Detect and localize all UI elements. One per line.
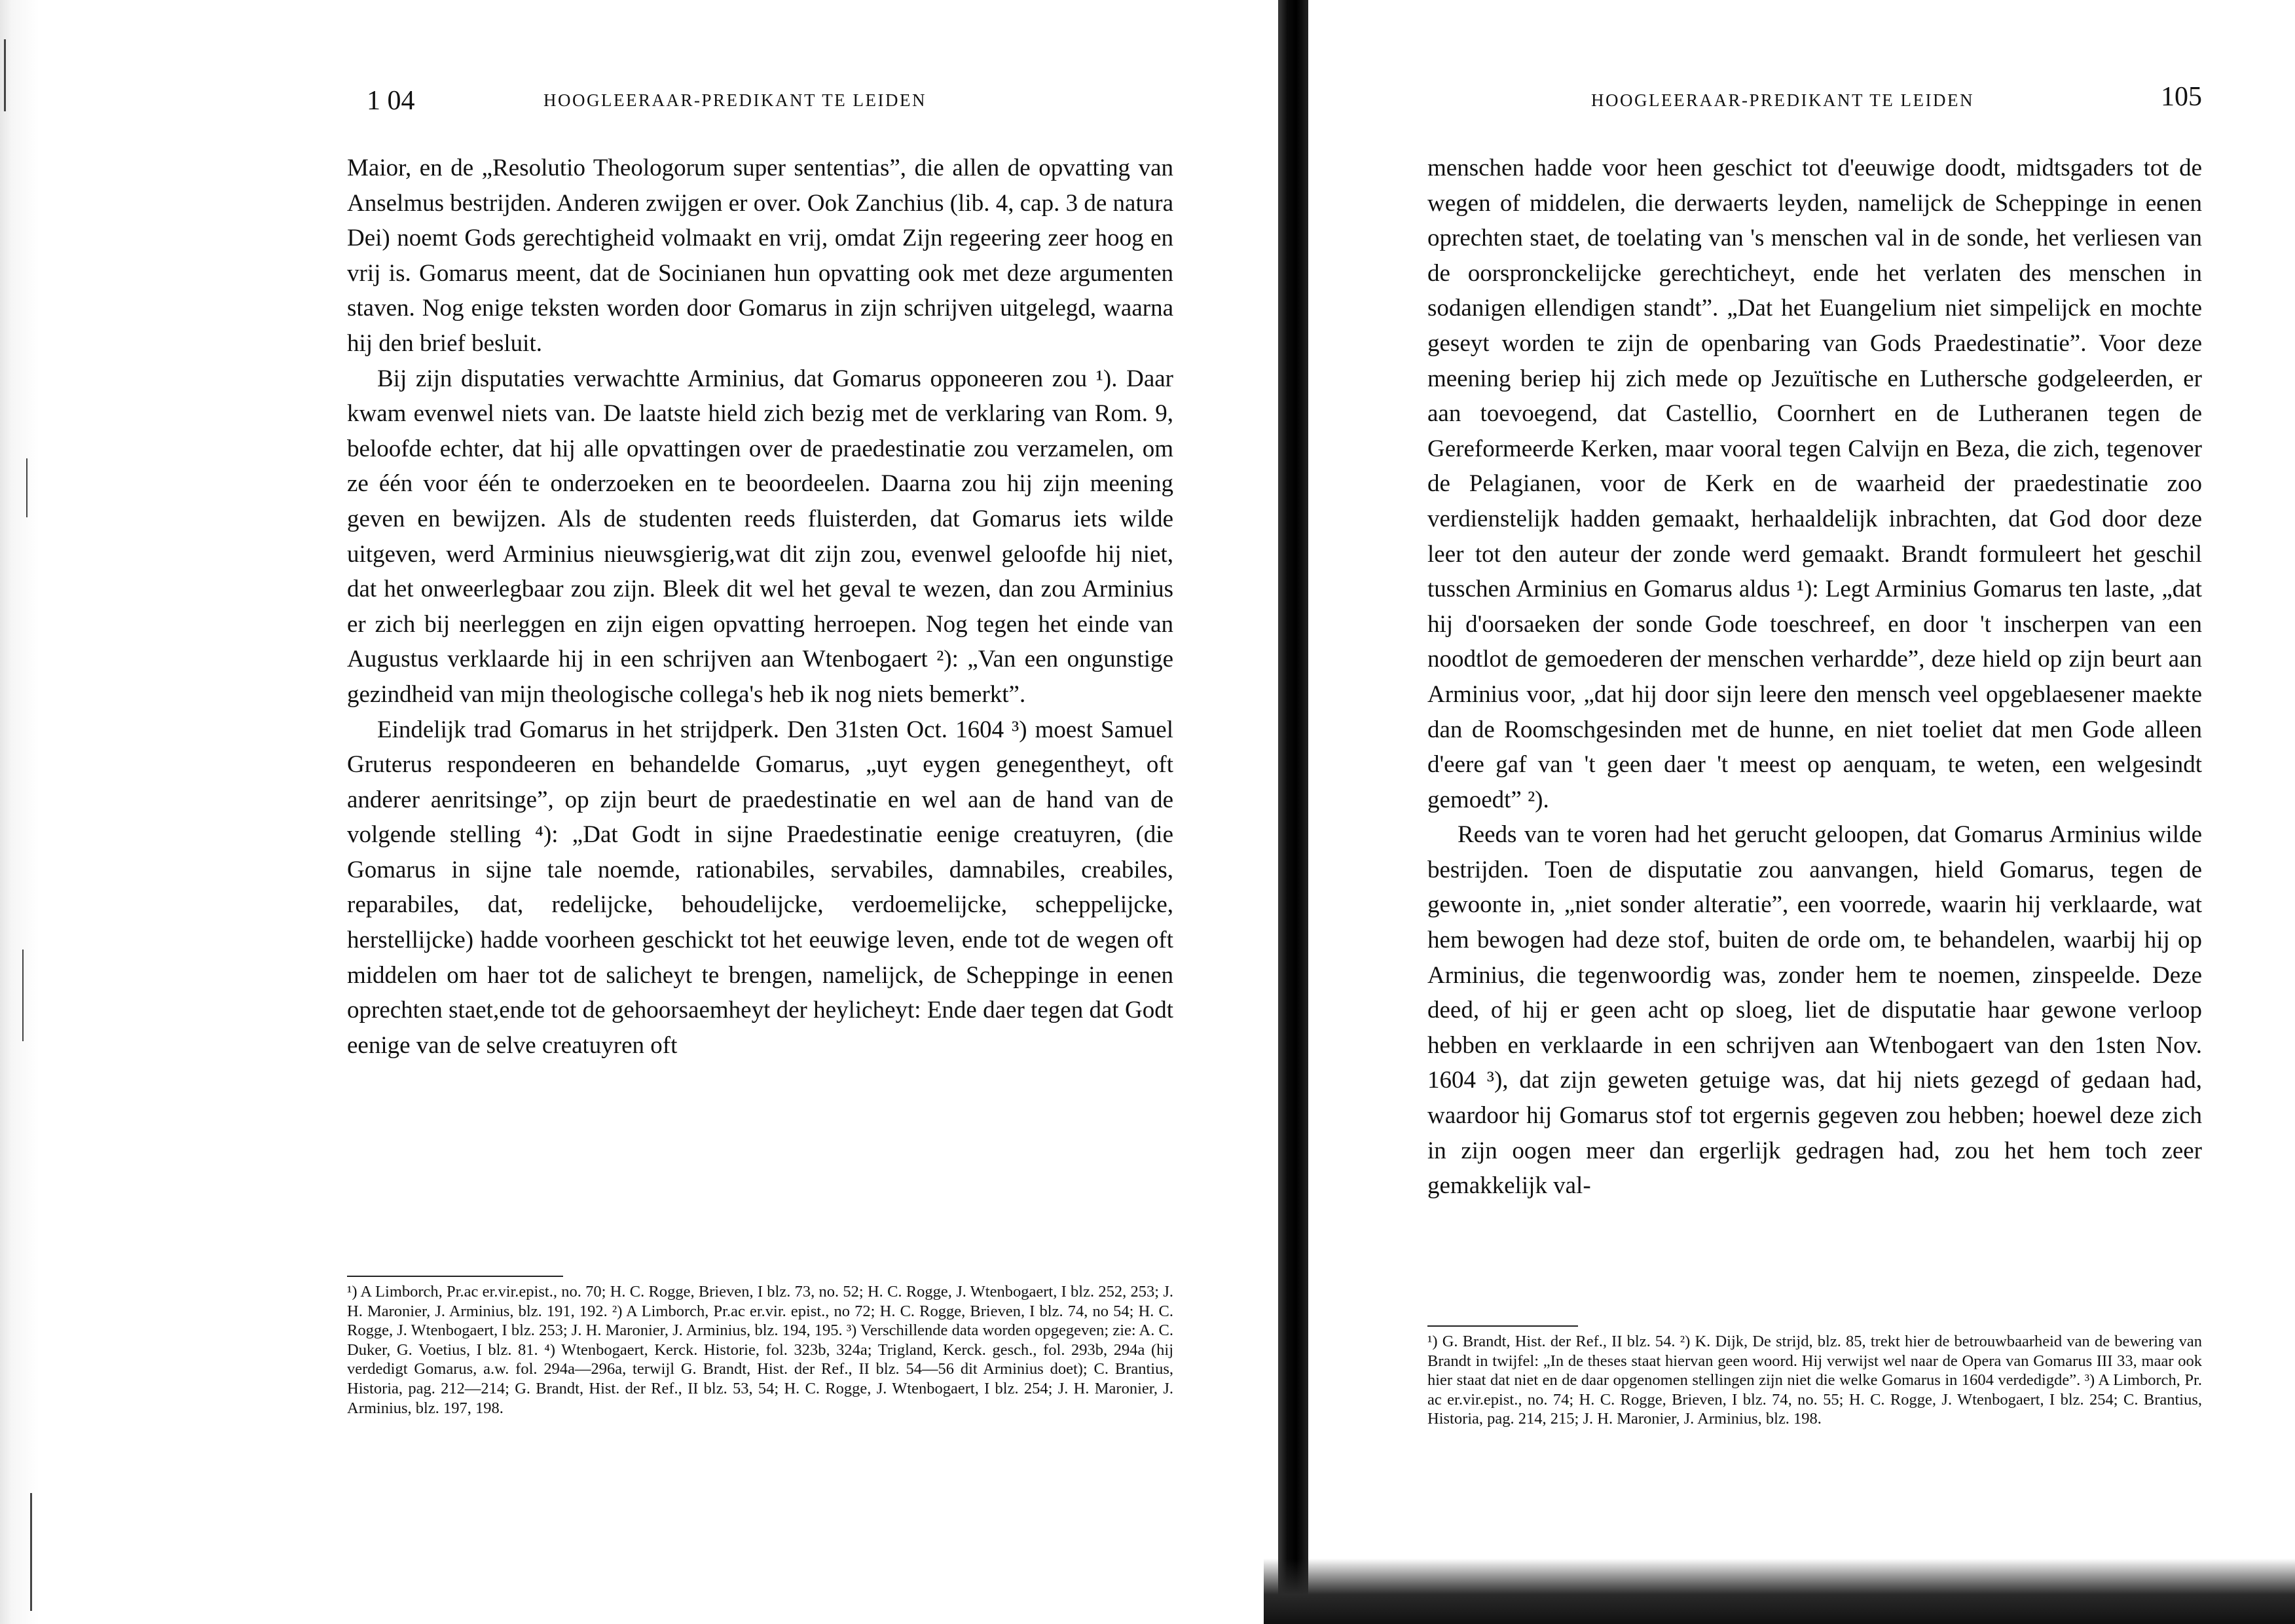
book-spine-shadow: [1278, 0, 1308, 1624]
left-paragraph-3: Eindelijk trad Gomarus in het strijdperk. Den 31sten Oct. 1604 ³) moest Samuel Gruterus respondeeren en behandelde Gomarus, „uyt eygen genegentheyt, oft anderer aenritsinge”, op zijn beurt de praedestinatie en wel aan de hand van de volgende stelling ⁴): „Dat Godt in sijne Praedestinatie eenige creatuyren, (die Gomarus in sijne tale noemde, rationabiles, servabiles, damnabiles, creabiles, reparabiles, dat, redelijcke, behoudelijcke, verdoemelijcke, scheppelijcke, herstellijcke) hadde voorheen geschickt tot het eeuwige leven, ende tot de wegen oft middelen om haer tot de salicheyt te brengen, namelijck, de Scheppinge in eenen oprechten staet,ende tot de gehoorsaemheyt der heylicheyt: Ende daer tegen dat Godt eenige van de selve creatuyren oft: [347, 716, 1173, 1059]
left-running-head: HOOGLEERAAR-PREDIKANT TE LEIDEN: [543, 90, 927, 110]
right-page-number: 105: [2161, 82, 2202, 112]
right-running-head: HOOGLEERAAR-PREDIKANT TE LEIDEN: [1591, 90, 1974, 110]
left-footnote-text: ¹) A Limborch, Pr.ac er.vir.epist., no. 70; H. C. Rogge, Brieven, I blz. 73, no. 52; H. C. Rogge, J. Wtenbogaert, I blz. 252, 253; J. H. Maronier, J. Arminius, blz. 191, 192. ²) A Limborch, Pr.ac er.vir. epist., no 72; H. C. Rogge, Brieven, I blz. 74, no 54; H. C. Rogge, J. Wtenbogaert, I blz. 253; J. H. Maronier, J. Arminius, blz. 194, 195. ³) Verschillende data worden opgegeven; zie: A. C. Duker, G. Voetius, I blz. 81. ⁴) Wtenbogaert, Kerck. Historie, fol. 323b, 324a; Trigland, Kerck. gesch., fol. 293b, 294a (hij verdedigt Gomarus, a.w. fol. 294a—296a, terwijl G. Brandt, Hist. der Ref., II blz. 54—56 dit Arminius doet); C. Brantius, Historia, pag. 212—214; G. Brandt, Hist. der Ref., II blz. 53, 54; H. C. Rogge, J. Wtenbogaert, I blz. 254; J. H. Maronier, J. Arminius, blz. 197, 198.: [347, 1283, 1173, 1417]
left-paragraph-2: Bij zijn disputaties verwachtte Arminius, dat Gomarus opponeeren zou ¹). Daar kwam evenwel niets van. De laatste hield zich bezig met de verklaring van Rom. 9, beloofde echter, dat hij alle opvattingen over de praedestinatie zou verzamelen, om ze één voor één te onderzoeken en te beoordeelen. Daarna zou hij zijn meening geven en bewijzen. Als de studenten reeds fluisterden, dat Gomarus iets wilde uitgeven, werd Arminius nieuwsgierig,wat dit zijn zou, evenwel geloofde hij niet, dat het onweerlegbaar zou zijn. Bleek dit wel het geval te wezen, dan zou Arminius er zich bij neerleggen en zijn eigen opvatting herroepen. Nog tegen het einde van Augustus verklaarde hij in een schrijven aan Wtenbogaert ²): „Van een ongunstige gezindheid van mijn theologische collega's heb ik nog niets bemerkt”.: [347, 365, 1173, 708]
left-footnote-rule: [347, 1276, 563, 1277]
right-footnote-text: ¹) G. Brandt, Hist. der Ref., II blz. 54. ²) K. Dijk, De strijd, blz. 85, trekt hier de betrouwbaarheid van de bewering van Brandt in twijfel: „In de theses staat hiervan geen woord. Hij verwijst wel naar de Opera van Gomarus III 33, maar ook hier staat dat niet en de daar opgenomen stellingen zijn niet die welke Gomarus in 1604 verdedigde”. ³) A Limborch, Pr. ac er.vir.epist., no. 74; H. C. Rogge, Brieven, I blz. 74, no. 55; H. C. Rogge, J. Wtenbogaert, I blz. 254; C. Brantius, Historia, pag. 214, 215; J. H. Maronier, J. Arminius, blz. 198.: [1427, 1333, 2202, 1428]
left-page-body: [347, 151, 1173, 1063]
right-footnotes: [1427, 1332, 2202, 1429]
scan-mark: [22, 950, 24, 1041]
left-footnotes: [347, 1282, 1173, 1418]
scan-bottom-shadow: [1264, 1559, 2295, 1624]
left-page: [347, 0, 1173, 1624]
right-footnote-rule: [1427, 1325, 1578, 1327]
left-paragraph-1: Maior, en de „Resolutio Theologorum super sententias”, die allen de opvatting van Anselmus bestrijden. Anderen zwijgen er over. Ook Zanchius (lib. 4, cap. 3 de natura Dei) noemt Gods gerechtigheid volmaakt en vrij, omdat Zijn regeering zeer hoog en vrij is. Gomarus meent, dat de Socinianen hun opvatting ook met deze argumenten staven. Nog enige teksten worden door Gomarus in zijn schrijven uitgelegd, waarna hij den brief besluit.: [347, 155, 1173, 357]
scan-left-edge: [0, 0, 39, 1624]
scan-mark: [30, 1493, 32, 1611]
left-page-header: [347, 85, 1173, 124]
right-page: [1427, 0, 2202, 1624]
right-paragraph-2: Reeds van te voren had het gerucht geloopen, dat Gomarus Arminius wilde bestrijden. Toen de disputatie zou aanvangen, hield Gomarus, tegen de gewoonte in, „niet sonder alteratie”, een voorrede, waarin hij verklaarde, wat hem bewogen had deze stof, buiten de orde om, te behandelen, waarbij hij op Arminius, die tegenwoordig was, zonder hem te noemen, zinspeelde. Deze deed, of hij er geen acht op sloeg, liet de disputatie haar gewone verloop hebben en verklaarde in een schrijven aan Wtenbogaert van den 1sten Nov. 1604 ³), dat zijn geweten getuige was, dat hij niets gezegd of gedaan had, waardoor hij Gomarus stof tot ergernis gegeven zou hebben; hoewel deze zich in zijn oogen meer dan ergerlijk gedragen had, zou het hem toch zeer gemakkelijk val-: [1427, 821, 2202, 1200]
right-paragraph-1: menschen hadde voor heen geschict tot d'eeuwige doodt, midtsgaders tot de wegen of middelen, die derwaerts leyden, namelijck de Scheppinge in eenen oprechten staet, de toelating van 's menschen val in de sonde, het verliesen van de oorspronckelijcke gerechticheyt, ende het verlaten des menschen in sodanigen ellendigen standt”. „Dat het Euangelium niet simpelijck en mochte geseyt worden te zijn de openbaring van Gods Praedestinatie”. Voor deze meening beriep hij zich mede op Jezuïtische en Luthersche godgeleerden, er aan toevoegend, dat Castellio, Coornhert en de Lutheranen tegen de Gereformeerde Kerken, maar vooral tegen Calvijn en Beza, die zich, tegenover de Pelagianen, voor de Kerk en de waarheid der praedestinatie zoo verdienstelijk hadden gemaakt, herhaaldelijk inbrachten, dat God door deze leer tot den auteur der zonde werd gemaakt. Brandt formuleert het geschil tusschen Arminius en Gomarus aldus ¹): Legt Arminius Gomarus ten laste, „dat hij d'oorsaeken der sonde Gode toeschreef, en door 't inscherpen van een noodtlot de gemoederen der menschen verhardde”, deze hield op zijn beurt aan Arminius voor, „dat hij door sijn leere den mensch veel opgeblaesener maekte dan de Roomschgesinden met de hunne, en niet toeliet dat men Gode alleen d'eere gaf van 't geen daer 't meest op aenquam, te weten, een welgesindt gemoedt” ²).: [1427, 155, 2202, 813]
scan-mark: [4, 39, 6, 111]
left-page-number: 1 04: [367, 86, 415, 116]
right-page-body: [1427, 151, 2202, 1204]
right-page-header: [1427, 82, 2202, 124]
scan-mark: [26, 458, 28, 517]
